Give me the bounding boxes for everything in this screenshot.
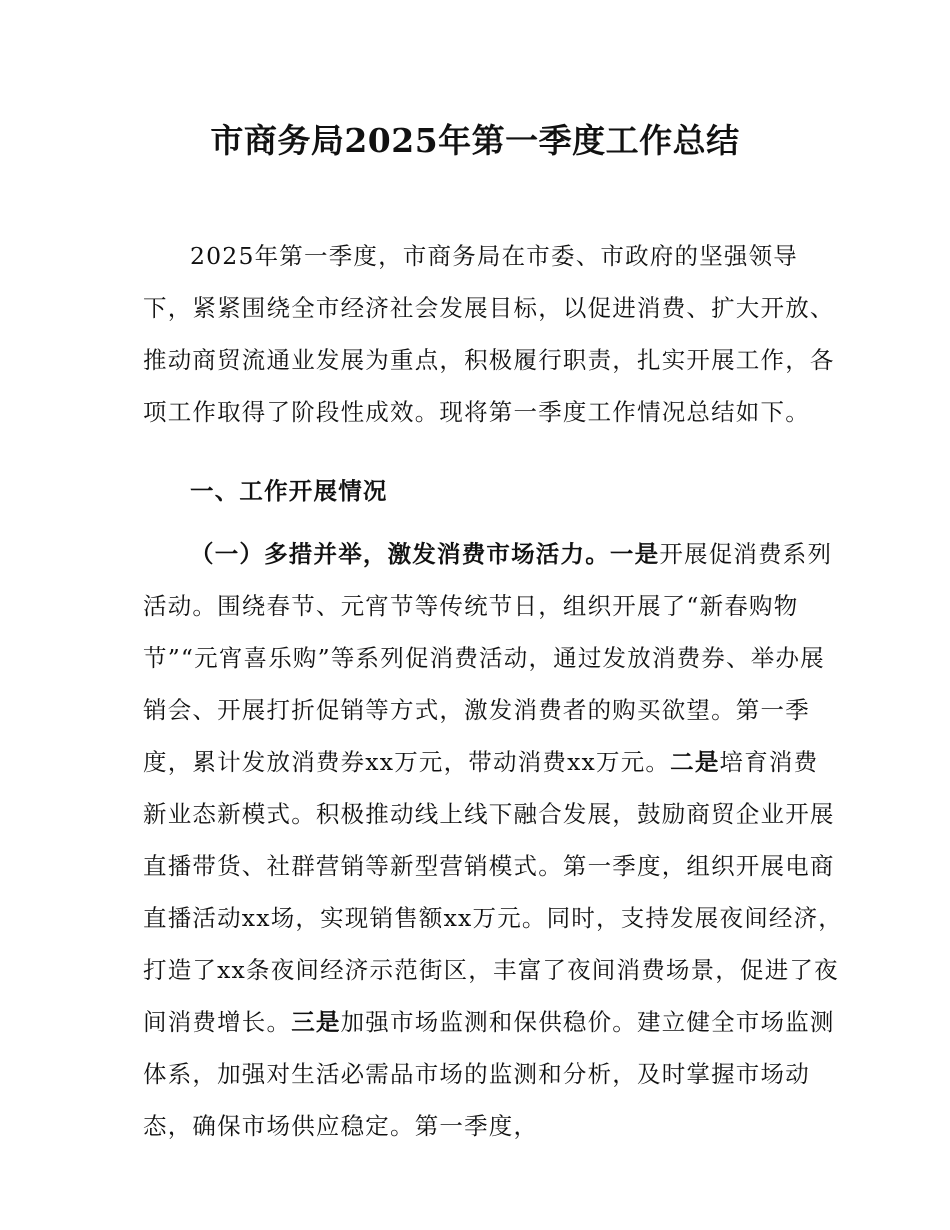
point-marker-2: 二是 bbox=[670, 748, 720, 776]
intro-paragraph: 2025年第一季度，市商务局在市委、市政府的坚强领导下，紧紧围绕全市经济社会发展目标，以促进消费、扩大开放、推动商贸流通业发展为重点，积极履行职责，扎实开展工作，各项工作取得了阶段性成效。现将第一季度工作情况总结如下。 bbox=[143, 242, 835, 426]
point-marker-3: 三是 bbox=[291, 1008, 341, 1036]
subsection-lead: （一）多措并举，激发消费市场活力。 bbox=[190, 540, 610, 568]
section-paragraph bbox=[143, 528, 843, 1152]
point-marker-1: 一是 bbox=[609, 540, 660, 568]
document-title: 市商务局2025年第一季度工作总结 bbox=[210, 121, 740, 160]
point-text-1: 开展促消费系列活动。围绕春节、元宵节等传统节日，组织开展了“新春购物节”“元宵喜乐购”等系列促消费活动，通过发放消费券、举办展销会、开展打折促销等方式，激发消费者的购买欲望。第一季度，累计发放消费券xx万元，带动消费xx万元。 bbox=[143, 540, 833, 776]
point-text-3: 加强市场监测和保供稳价。建立健全市场监测体系，加强对生活必需品市场的监测和分析，及时掌握市场动态，确保市场供应稳定。第一季度， bbox=[143, 1008, 835, 1140]
section-heading: 一、工作开展情况 bbox=[190, 477, 388, 505]
point-text-2: 培育消费新业态新模式。积极推动线上线下融合发展，鼓励商贸企业开展直播带货、社群营销等新型营销模式。第一季度，组织开展电商直播活动xx场，实现销售额xx万元。同时，支持发展夜间经济，打造了xx条夜间经济示范街区，丰富了夜间消费场景，促进了夜间消费增长。 bbox=[143, 748, 844, 1036]
